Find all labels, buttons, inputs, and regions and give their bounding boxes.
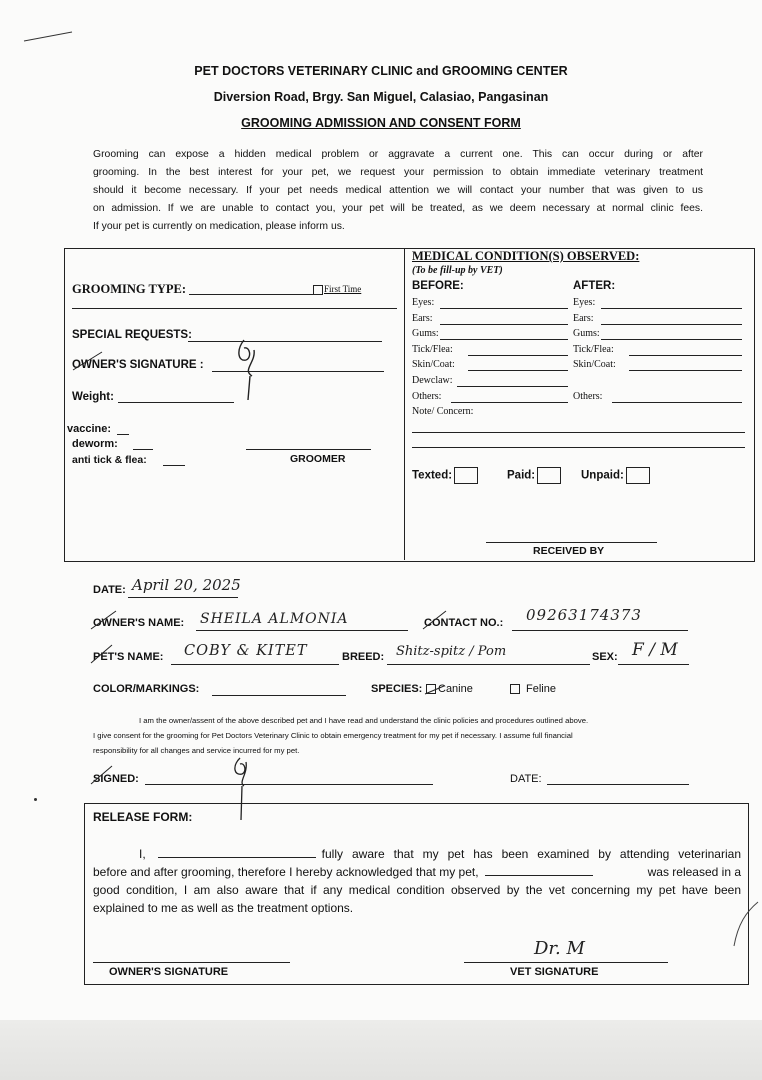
vet-signature-label: VET SIGNATURE <box>510 966 599 978</box>
owner-signature-scribble <box>230 336 264 402</box>
unpaid-box[interactable] <box>626 467 650 484</box>
paid-box[interactable] <box>537 467 561 484</box>
first-time-option[interactable] <box>313 284 361 295</box>
paid-label: Paid: <box>507 469 536 482</box>
texted-option[interactable] <box>412 467 478 484</box>
received-by-label: RECEIVED BY <box>533 545 605 557</box>
owner-name-label: OWNER'S NAME: <box>93 617 185 629</box>
consent-line: responsibility for all changes and service incurred for my pet. <box>93 746 300 755</box>
unpaid-label: Unpaid: <box>581 469 624 482</box>
vet-initials: Dr. M <box>534 938 585 959</box>
vet-signature-field[interactable] <box>464 962 668 963</box>
date-label: DATE: <box>93 584 126 596</box>
before-item-field[interactable] <box>468 370 568 371</box>
after-item-label: Others: <box>573 391 603 402</box>
contact-field[interactable] <box>512 630 688 631</box>
before-item-label: Others: <box>412 391 442 402</box>
after-item-label: Gums: <box>573 328 600 339</box>
release-owner-signature-label: OWNER'S SIGNATURE <box>109 966 229 978</box>
release-line-2b: was released in a <box>647 865 741 879</box>
before-item-label: Tick/Flea: <box>412 344 453 355</box>
cross-mark <box>422 609 448 631</box>
before-item-label: Skin/Coat: <box>412 359 455 370</box>
date-field[interactable] <box>128 597 238 598</box>
release-owner-name-field[interactable] <box>158 845 316 858</box>
release-line-1-text: fully aware that my pet has been examined by attending veterinarian <box>321 847 741 861</box>
release-owner-signature-field[interactable] <box>93 962 290 963</box>
contact-value: 09263174373 <box>526 606 642 624</box>
cross-mark <box>90 609 118 631</box>
after-item-field[interactable] <box>612 402 742 403</box>
sex-label: SEX: <box>592 651 618 663</box>
consent-date-field[interactable] <box>547 784 689 785</box>
consent-line: I give consent for the grooming for Pet Doctors Veterinary Clinic to obtain emergency treatment for my pet if necessary. I assume full financial <box>93 731 573 740</box>
intro-line: should it become necessary. If your pet needs medical attention we will contact your number that was given to us <box>93 185 703 196</box>
canine-label: Canine <box>438 683 473 695</box>
consent-line: I am the owner/assent of the above described pet and I have read and understand the clinic policies and procedures outlined above. <box>139 716 589 725</box>
breed-field[interactable] <box>387 664 590 665</box>
pet-name-field[interactable] <box>171 664 339 665</box>
signed-label: SIGNED: <box>93 773 139 785</box>
intro-paragraph <box>93 146 703 236</box>
clinic-name: PET DOCTORS VETERINARY CLINIC and GROOMING CENTER <box>194 64 568 78</box>
pen-mark <box>716 900 760 950</box>
anti-tick-label: anti tick & flea: <box>72 454 147 466</box>
breed-value: Shitz-spitz / Pom <box>396 644 507 659</box>
breed-label: BREED: <box>342 651 385 663</box>
anti-tick-field[interactable] <box>163 465 185 466</box>
before-item-label: Dewclaw: <box>412 375 453 386</box>
before-item-field[interactable] <box>451 402 568 403</box>
after-item-label: Ears: <box>573 313 594 324</box>
release-line-4: explained to me as well as the treatment options. <box>93 901 354 915</box>
pet-name-label: PET'S NAME: <box>93 651 164 663</box>
intro-line: grooming. In the best interest for your pet, we request your permission to obtain immediate veterinary treatment <box>93 167 703 178</box>
groomer-signature-field[interactable] <box>246 449 371 450</box>
release-title: RELEASE FORM: <box>93 810 193 824</box>
owner-signature-label: OWNER'S SIGNATURE : <box>72 359 204 371</box>
intro-line: If your pet is currently on medication, please inform us. <box>93 221 345 232</box>
before-item-label: Gums: <box>412 328 439 339</box>
signed-field[interactable] <box>145 784 433 785</box>
form-title: GROOMING ADMISSION AND CONSENT FORM <box>241 116 521 130</box>
owner-name-field[interactable] <box>196 630 408 631</box>
clinic-address: Diversion Road, Brgy. San Miguel, Calasiao, Pangasinan <box>213 90 549 104</box>
first-time-checkbox[interactable] <box>313 285 323 295</box>
after-item-field[interactable] <box>601 308 742 309</box>
first-time-label: First Time <box>324 284 362 294</box>
texted-label: Texted: <box>412 469 453 482</box>
intro-line: Grooming can expose a hidden medical problem or aggravate a current one. This can occur during or after <box>93 149 703 160</box>
after-item-field[interactable] <box>601 339 742 340</box>
owner-name-value: SHEILA ALMONIA <box>200 611 349 627</box>
feline-label: Feline <box>526 683 556 695</box>
after-heading: AFTER: <box>573 280 616 292</box>
release-i: I, <box>139 847 146 861</box>
cross-mark <box>72 350 104 372</box>
before-item-field[interactable] <box>440 339 568 340</box>
after-item-field[interactable] <box>629 370 742 371</box>
cross-mark <box>90 764 114 786</box>
release-pet-field[interactable] <box>485 863 593 876</box>
release-line-2 <box>93 863 741 881</box>
vaccine-field[interactable] <box>117 434 129 435</box>
after-item-field[interactable] <box>601 324 742 325</box>
feline-checkbox[interactable] <box>510 684 520 694</box>
medical-title: MEDICAL CONDITION(S) OBSERVED: <box>412 249 640 263</box>
groomer-label: GROOMER <box>290 453 346 465</box>
before-item-label: Ears: <box>412 313 433 324</box>
vaccine-label: vaccine: <box>67 423 112 435</box>
before-item-field[interactable] <box>440 324 568 325</box>
after-item-field[interactable] <box>629 355 742 356</box>
scan-shadow <box>0 1020 762 1080</box>
intro-line: on admission. If we are unable to contact you, your pet will be treated, as we deem necessary at normal clinic fees. <box>93 203 703 214</box>
before-item-label: Eyes: <box>412 297 435 308</box>
release-paragraph <box>93 845 741 917</box>
deworm-label: deworm: <box>72 438 118 450</box>
pet-name-value: COBY & KITET <box>184 643 308 659</box>
paid-option[interactable] <box>507 467 561 484</box>
note-line-2[interactable] <box>412 447 745 448</box>
deworm-field[interactable] <box>133 449 153 450</box>
special-requests-field[interactable] <box>188 341 382 342</box>
special-requests-label: SPECIAL REQUESTS: <box>72 329 192 341</box>
species-label: SPECIES: <box>371 683 423 695</box>
after-item-label: Eyes: <box>573 297 596 308</box>
pen-mark <box>22 28 74 44</box>
box-divider <box>404 248 405 560</box>
release-line-3: good condition, I am also aware that if any medical condition observed by the vet concerning my pet have been <box>93 883 741 897</box>
canine-check-stroke <box>424 684 446 696</box>
release-line-2a: before and after grooming, therefore I hereby acknowledged that my pet, <box>93 865 479 879</box>
before-item-field[interactable] <box>457 386 568 387</box>
weight-field[interactable] <box>118 402 234 403</box>
grooming-type-field[interactable] <box>189 294 313 295</box>
note-label: Note/ Concern: <box>412 406 474 417</box>
grooming-type-label: GROOMING TYPE: <box>72 282 187 296</box>
before-item-field[interactable] <box>440 308 568 309</box>
received-by-field[interactable] <box>486 542 657 543</box>
weight-label: Weight: <box>72 391 114 403</box>
date-value: April 20, 2025 <box>132 576 241 594</box>
feline-option[interactable] <box>510 683 556 695</box>
after-item-label: Tick/Flea: <box>573 344 614 355</box>
before-heading: BEFORE: <box>412 280 464 292</box>
consent-date-label: DATE: <box>510 773 542 785</box>
consent-paragraph <box>93 713 703 758</box>
medical-subtitle: (To be fill-up by VET) <box>412 265 503 276</box>
before-item-field[interactable] <box>468 355 568 356</box>
after-item-label: Skin/Coat: <box>573 359 616 370</box>
texted-box[interactable] <box>454 467 478 484</box>
release-line-1 <box>93 845 741 863</box>
contact-label: CONTACT NO.: <box>424 617 504 629</box>
color-field[interactable] <box>212 695 346 696</box>
grooming-type-line2[interactable] <box>72 308 397 309</box>
sex-value: F / M <box>632 640 678 660</box>
cross-mark <box>90 643 114 665</box>
note-line-1[interactable] <box>412 432 745 433</box>
ink-dot <box>34 798 37 801</box>
unpaid-option[interactable] <box>581 467 650 484</box>
color-label: COLOR/MARKINGS: <box>93 683 200 695</box>
sex-field[interactable] <box>618 664 689 665</box>
